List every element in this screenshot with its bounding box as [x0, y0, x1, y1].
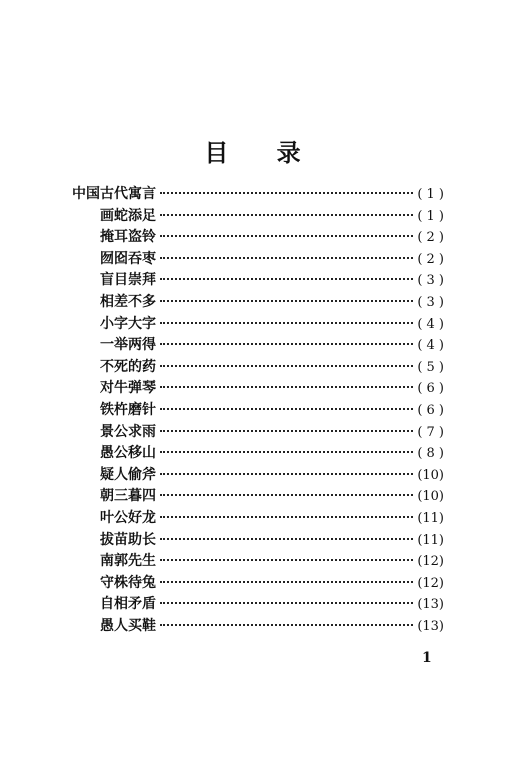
toc-entry-page: ( 8 )	[417, 446, 444, 462]
toc-entry	[72, 357, 444, 379]
toc-entry	[72, 594, 444, 616]
toc-leader-dots	[160, 322, 413, 324]
toc-section-row	[72, 184, 444, 206]
toc-entry-page: (11)	[417, 532, 444, 548]
toc-leader-dots	[160, 602, 413, 604]
toc-entry-page: ( 7 )	[417, 424, 444, 440]
toc-entry-title: 景公求雨	[100, 423, 156, 440]
toc-entry	[72, 270, 444, 292]
toc-entry	[72, 378, 444, 400]
toc-entry-title: 对牛弹琴	[100, 380, 156, 397]
toc-entry-page: ( 4 )	[417, 316, 444, 332]
toc-entry-title: 愚公移山	[100, 445, 156, 462]
toc-entry-title: 小字大字	[100, 315, 156, 332]
toc-leader-dots	[160, 257, 413, 259]
toc-leader-dots	[160, 451, 413, 453]
toc-entry	[72, 400, 444, 422]
toc-entry-page: (12)	[417, 554, 444, 570]
toc-entry-page: ( 2 )	[417, 251, 444, 267]
toc-entry-page: ( 1 )	[417, 208, 444, 224]
toc-entry-title: 相差不多	[100, 293, 156, 310]
toc-entry-page: (13)	[417, 597, 444, 613]
toc-entry	[72, 314, 444, 336]
toc-entry	[72, 206, 444, 228]
toc-entry-title: 南郭先生	[100, 553, 156, 570]
toc-entry	[72, 249, 444, 271]
toc-entry-title: 守株待兔	[100, 574, 156, 591]
toc-entry-title: 不死的药	[100, 358, 156, 375]
toc-entry-title: 叶公好龙	[100, 509, 156, 526]
toc-leader-dots	[160, 214, 413, 216]
toc-entry-page: (10)	[417, 489, 444, 505]
toc-entry	[72, 443, 444, 465]
toc-entry-title: 画蛇添足	[100, 207, 156, 224]
toc-leader-dots	[160, 408, 413, 410]
toc-entry-page: ( 5 )	[417, 359, 444, 375]
toc-entry-title: 拔苗助长	[100, 531, 156, 548]
toc-leader-dots	[160, 365, 413, 367]
toc-entry-page: ( 6 )	[417, 402, 444, 418]
toc-leader-dots	[160, 516, 413, 518]
toc-entry-title: 愚人买鞋	[100, 617, 156, 634]
toc-leader-dots	[160, 559, 413, 561]
toc-section-page: ( 1 )	[417, 187, 444, 202]
toc-entry	[72, 465, 444, 487]
page-number: 1	[422, 650, 432, 666]
toc-leader-dots	[160, 494, 413, 496]
toc-entry	[72, 530, 444, 552]
toc-entry	[72, 227, 444, 249]
toc-entry-page: (11)	[417, 510, 444, 526]
toc-leader-dots	[160, 192, 413, 194]
toc-leader-dots	[160, 343, 413, 345]
toc-entry-page: ( 4 )	[417, 338, 444, 354]
toc-leader-dots	[160, 473, 413, 475]
toc-entry-title: 囫囵吞枣	[100, 250, 156, 267]
toc-entry-page: (12)	[417, 575, 444, 591]
toc-entry-title: 朝三暮四	[100, 488, 156, 505]
toc-entry	[72, 573, 444, 595]
toc-entry	[72, 422, 444, 444]
toc-leader-dots	[160, 538, 413, 540]
toc-entry-title: 铁杵磨针	[100, 401, 156, 418]
toc-entry	[72, 335, 444, 357]
toc-entry-page: ( 3 )	[417, 273, 444, 289]
toc-entry-title: 自相矛盾	[100, 596, 156, 613]
page-title: 目 录	[204, 138, 321, 167]
toc-leader-dots	[160, 430, 413, 432]
toc-leader-dots	[160, 300, 413, 302]
toc-entry-title: 一举两得	[100, 337, 156, 354]
toc-leader-dots	[160, 235, 413, 237]
toc-leader-dots	[160, 581, 413, 583]
table-of-contents	[72, 184, 444, 637]
toc-entry	[72, 551, 444, 573]
toc-section-title: 中国古代寓言	[72, 186, 156, 202]
toc-entry-page: ( 2 )	[417, 230, 444, 246]
toc-entry	[72, 508, 444, 530]
toc-entry-title: 疑人偷斧	[100, 466, 156, 483]
toc-entry-page: (10)	[417, 467, 444, 483]
toc-entry	[72, 486, 444, 508]
toc-entry	[72, 616, 444, 638]
toc-entry-title: 盲目崇拜	[100, 272, 156, 289]
toc-entry-page: (13)	[417, 618, 444, 634]
toc-leader-dots	[160, 278, 413, 280]
toc-entry-page: ( 6 )	[417, 381, 444, 397]
toc-entry	[72, 292, 444, 314]
toc-entry-title: 掩耳盗铃	[100, 229, 156, 246]
toc-leader-dots	[160, 386, 413, 388]
toc-leader-dots	[160, 624, 413, 626]
toc-entry-page: ( 3 )	[417, 294, 444, 310]
